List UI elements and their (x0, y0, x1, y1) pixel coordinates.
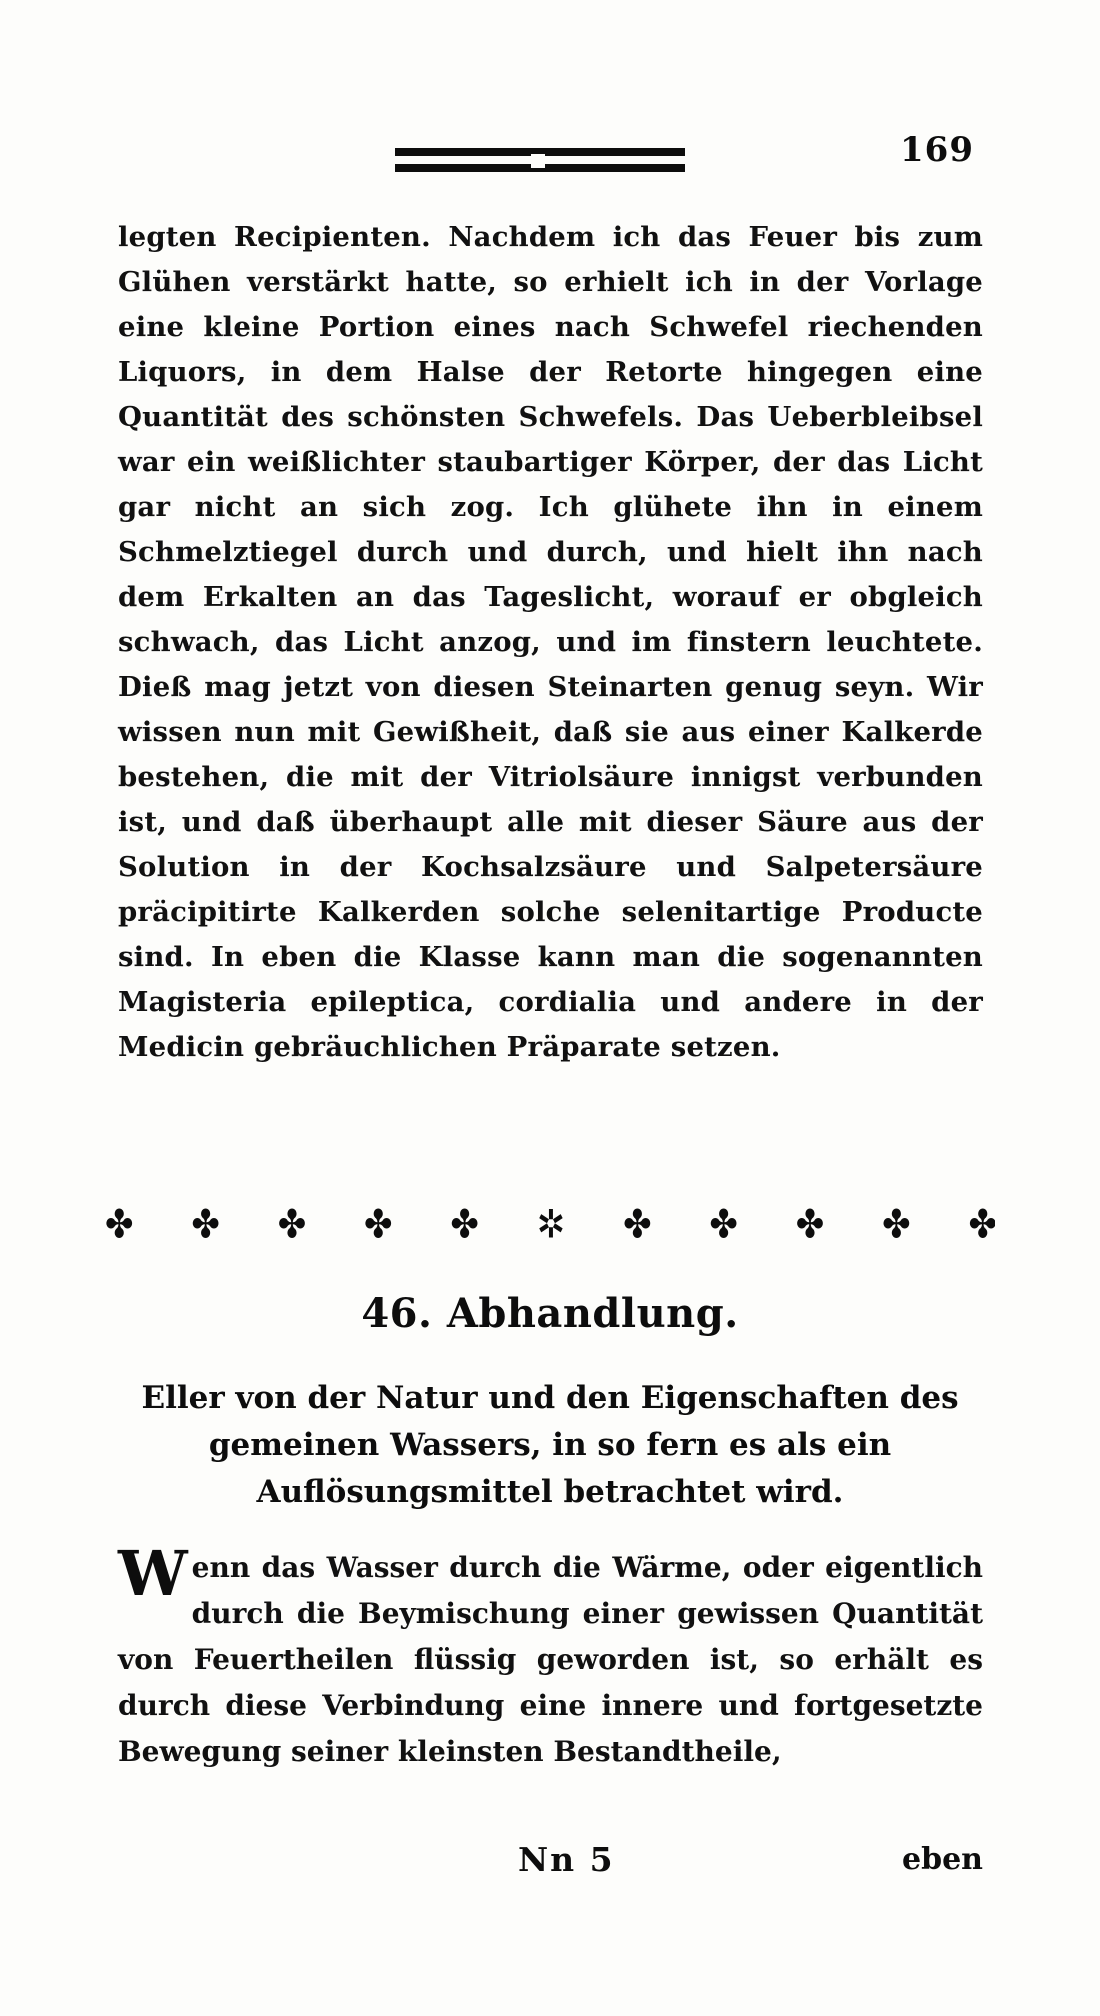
catchword: eben (902, 1842, 983, 1877)
fleuron-icon: ✤ (277, 1205, 305, 1245)
signature-mark: Nn 5 (518, 1840, 615, 1879)
fleuron-divider (105, 1205, 995, 1245)
fleuron-icon: ✤ (882, 1205, 909, 1245)
opening-paragraph (118, 1537, 983, 1775)
fleuron-icon: ✤ (968, 1205, 995, 1245)
opening-paragraph-text: enn das Wasser durch die Wärme, oder eigentlich durch die Beymischung einer gewissen Quantität von Feuertheilen flüssig geworden ist, so erhält es durch diese Verbindung eine innere und fortgesetzte Bewegung seiner kleinsten Bestandtheile, (118, 1551, 983, 1768)
body-paragraph (118, 215, 983, 1070)
fleuron-icon: ✤ (795, 1205, 823, 1245)
section-heading: 46. Abhandlung. (361, 1290, 739, 1337)
page-number: 169 (900, 130, 974, 170)
drop-cap: W (118, 1537, 188, 1610)
fleuron-icon: ✤ (623, 1205, 650, 1245)
section-subtitle: Eller von der Natur und den Eigenschaften des gemeinen Wassers, in so fern es als ein Auflösungsmittel betrachtet wird. (141, 1380, 959, 1510)
double-bar-rule-ornament (395, 148, 685, 174)
page-footer (118, 1840, 983, 1890)
page-header (0, 130, 1100, 190)
continued-paragraph-text: legten Recipienten. Nachdem ich das Feuer bis zum Glühen verstärkt hatte, so erhielt ich in der Vorlage eine kleine Portion eines nach Schwefel riechenden Liquors, in dem Halse der Retorte hingegen eine Quantität des schönsten Schwefels. Das Ueberbleibsel war ein weißlichter staubartiger Körper, der das Licht gar nicht an sich zog. Ich glühete ihn in einem Schmelztiegel durch und durch, und hielt ihn nach dem Erkalten an das Tageslicht, worauf er obgleich schwach, das Licht anzog, und im finstern leuchtete. Dieß mag jetzt von diesen Steinarten genug seyn. Wir wissen nun mit Gewißheit, daß sie aus einer Kalkerde bestehen, die mit der Vitriolsäure innigst verbunden ist, und daß überhaupt alle mit dieser Säure aus der Solution in der Kochsalzsäure und Salpetersäure präcipitirte Kalkerden solche selenitartige Producte sind. In eben die Klasse kann man die sogenannten Magisteria epileptica, cordialia und andere in der Medicin gebräuchlichen Präparate setzen. (118, 221, 983, 1063)
fleuron-icon: ✤ (450, 1205, 477, 1245)
fleuron-icon: ✤ (709, 1205, 736, 1245)
fleuron-icon: ✲ (536, 1205, 564, 1245)
fleuron-icon: ✤ (364, 1205, 391, 1245)
fleuron-icon: ✤ (105, 1205, 132, 1245)
fleuron-icon: ✤ (191, 1205, 218, 1245)
